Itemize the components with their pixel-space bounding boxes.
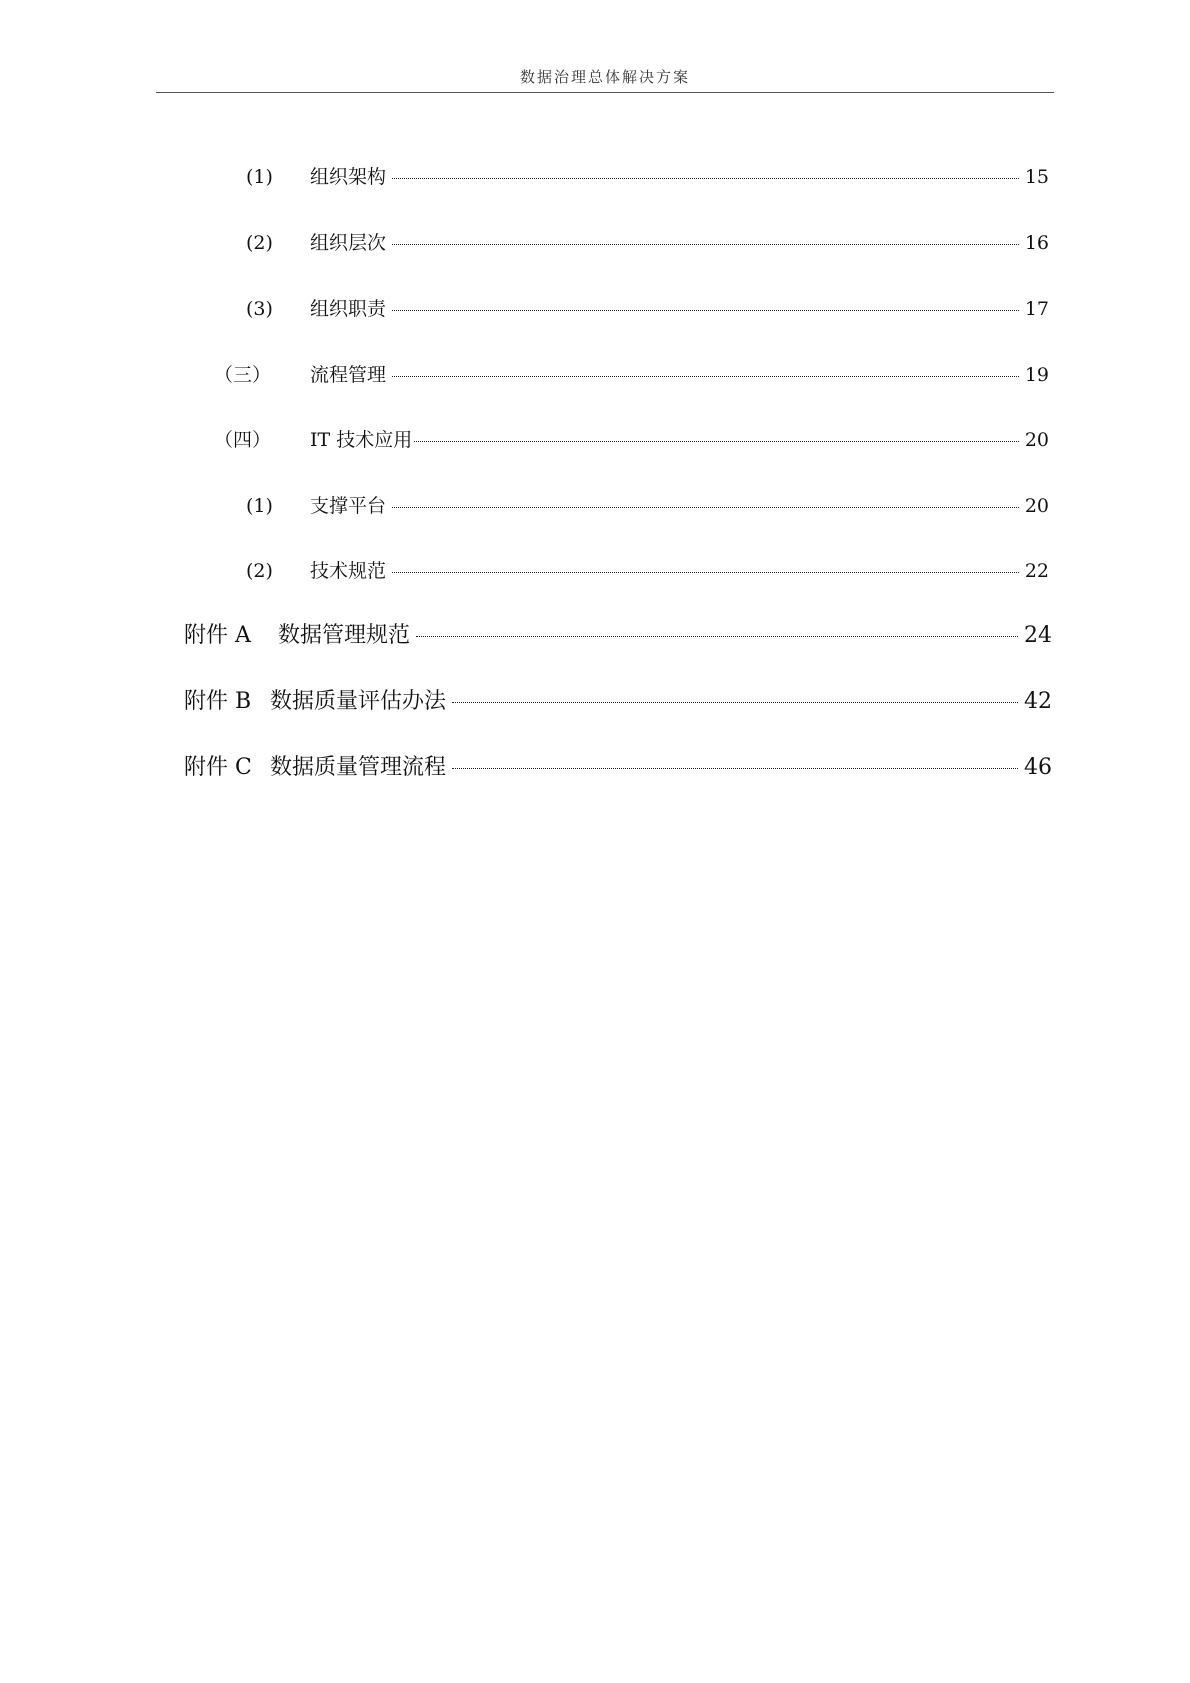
dot-leader — [392, 244, 1019, 245]
toc-entry[interactable] — [246, 491, 1049, 521]
toc-entry-page: 16 — [1024, 232, 1049, 254]
toc-entry-title: 技术规范 — [310, 560, 387, 582]
appendix-title: 数据管理规范 — [278, 623, 411, 648]
toc-entry-title: 流程管理 — [310, 364, 387, 386]
dot-leader — [392, 507, 1019, 508]
toc-entry-number: （四） — [214, 429, 272, 451]
appendix-page: 46 — [1024, 755, 1052, 780]
toc-entry[interactable] — [214, 360, 1049, 390]
appendix-entry[interactable] — [184, 618, 1052, 652]
toc-entry[interactable] — [246, 162, 1049, 192]
toc-entry-page: 15 — [1024, 166, 1049, 188]
appendix-entry[interactable] — [184, 750, 1052, 784]
toc-entry-page: 20 — [1024, 429, 1049, 451]
header-title: 数据治理总体解决方案 — [519, 68, 690, 86]
dot-leader — [414, 441, 1019, 442]
appendix-page: 42 — [1024, 689, 1052, 714]
toc-entry-number: (2) — [246, 232, 273, 254]
appendix-page: 24 — [1024, 623, 1052, 648]
appendix-entry[interactable] — [184, 684, 1052, 718]
toc-entry-number: (1) — [246, 495, 273, 517]
toc-entry-number: （三） — [214, 364, 272, 386]
appendix-label: 附件 B — [184, 689, 252, 714]
toc-entry-title: 支撑平台 — [310, 495, 387, 517]
dot-leader — [452, 768, 1018, 769]
dot-leader — [452, 702, 1018, 703]
dot-leader — [392, 178, 1019, 179]
toc-entry-number: (1) — [246, 166, 273, 188]
appendix-label: 附件 C — [184, 755, 252, 780]
toc-entry-title: 组织职责 — [310, 298, 387, 320]
toc-entry-title: IT 技术应用 — [310, 429, 413, 451]
toc-entry[interactable] — [246, 556, 1049, 586]
toc-entry[interactable] — [214, 425, 1049, 455]
toc-entry-number: (3) — [246, 298, 273, 320]
toc-entry-page: 17 — [1024, 298, 1049, 320]
toc-entry[interactable] — [246, 294, 1049, 324]
appendix-label: 附件 A — [184, 623, 251, 648]
dot-leader — [392, 376, 1019, 377]
toc-entry-title: 组织层次 — [310, 232, 387, 254]
toc-entry-number: (2) — [246, 560, 273, 582]
toc-entry[interactable] — [246, 228, 1049, 258]
toc-entry-page: 22 — [1024, 560, 1049, 582]
toc-entry-page: 20 — [1024, 495, 1049, 517]
toc-entry-title: 组织架构 — [310, 166, 387, 188]
page-header — [156, 66, 1054, 93]
toc-entry-page: 19 — [1024, 364, 1049, 386]
appendix-title: 数据质量管理流程 — [270, 755, 447, 780]
dot-leader — [392, 572, 1019, 573]
appendix-title: 数据质量评估办法 — [270, 689, 447, 714]
dot-leader — [392, 310, 1019, 311]
dot-leader — [416, 636, 1018, 637]
